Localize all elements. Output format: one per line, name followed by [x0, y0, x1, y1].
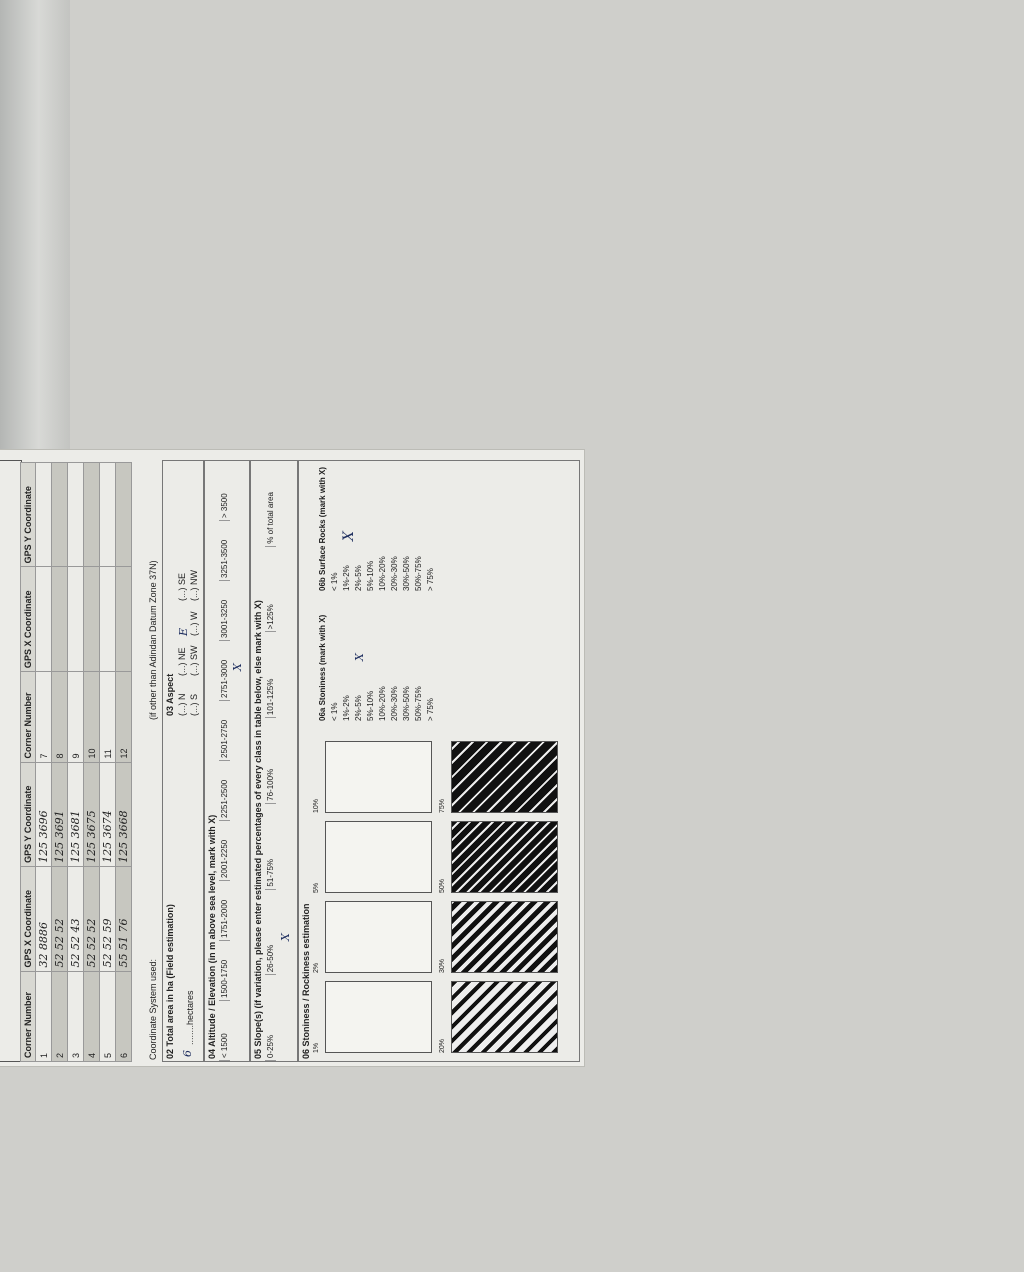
stoniness-pattern — [325, 821, 432, 893]
sketch-area — [0, 460, 22, 1062]
level: 5%-10% — [366, 690, 375, 721]
stoniness-pattern — [451, 901, 558, 973]
corner-number: 8 — [52, 672, 68, 762]
level: 2%-5% — [354, 565, 363, 591]
gps-x: 52 52 59 — [100, 866, 116, 971]
gps-x-empty — [36, 567, 52, 672]
area-unit: ........hectares — [185, 990, 195, 1045]
gps-x: 52 52 52 — [84, 866, 100, 971]
slope-mark: X — [279, 933, 292, 941]
gps-x-empty — [84, 567, 100, 672]
gps-y-empty — [36, 463, 52, 567]
altitude-class: 2001-2250 — [219, 821, 230, 881]
corner-number: 9 — [68, 672, 84, 762]
gps-y: 125 3674 — [100, 762, 116, 866]
altitude-section — [204, 460, 250, 1062]
slope-class: 76-100% — [265, 718, 276, 804]
stoniness-b-mark: X — [341, 531, 357, 541]
col-y-1: GPS Y Coordinate — [21, 762, 36, 866]
gps-x-empty — [100, 567, 116, 672]
gps-y: 125 3675 — [84, 762, 100, 866]
table-row — [52, 463, 68, 1062]
slope-class: % of total area — [265, 461, 276, 547]
aspect-nw: (...) NW — [189, 570, 199, 601]
pattern-label: 10% — [313, 798, 320, 813]
gps-x-empty — [68, 567, 84, 672]
coordinate-table — [20, 462, 132, 1062]
gps-y-empty — [68, 463, 84, 567]
sketch-outline — [0, 461, 21, 1061]
level: 50%-75% — [414, 686, 423, 721]
corner-number: 2 — [52, 971, 68, 1061]
area-aspect-section — [162, 460, 204, 1062]
stoniness-b-title: 06b Surface Rocks (mark with X) — [318, 466, 327, 591]
stoniness-pattern — [451, 821, 558, 893]
aspect-sw: (...) SW — [189, 645, 199, 676]
level: 20%-30% — [390, 686, 399, 721]
altitude-classes — [219, 461, 230, 1061]
col-y-2: GPS Y Coordinate — [21, 463, 36, 567]
stoniness-pattern — [325, 741, 432, 813]
stoniness-a-list — [317, 615, 437, 721]
stoniness-pattern — [325, 901, 432, 973]
corner-number: 11 — [100, 672, 116, 762]
pattern-label: 2% — [313, 962, 320, 973]
corner-number: 3 — [68, 971, 84, 1061]
area-value: 6 — [181, 1050, 194, 1057]
level: 30%-50% — [402, 686, 411, 721]
col-x-1: GPS X Coordinate — [21, 866, 36, 971]
pattern-label: 5% — [313, 882, 320, 893]
slope-classes — [265, 461, 276, 1061]
level: 20%-30% — [390, 556, 399, 591]
altitude-class: 2251-2500 — [219, 761, 230, 821]
stoniness-b-list — [317, 467, 437, 591]
table-row — [100, 463, 116, 1062]
altitude-class: 2751-3000 — [219, 641, 230, 701]
level: 2%-5% — [354, 695, 363, 721]
photo-rotation-wrapper — [0, 248, 446, 1272]
aspect-title: 03 Aspect — [165, 673, 175, 716]
slope-title: 05 Slope(s) (if variation, please enter estimated percentages of every class in table below, else mark with X) — [253, 600, 263, 1059]
gps-x-empty — [52, 567, 68, 672]
gps-y: 125 3668 — [116, 762, 132, 866]
coordinate-system-label: Coordinate System used: — [148, 958, 158, 1060]
slope-class: 101-125% — [265, 632, 276, 718]
aspect-se: (...) SE — [177, 572, 187, 601]
altitude-class: 1751-2000 — [219, 881, 230, 941]
gps-y-empty — [116, 463, 132, 567]
corner-number: 10 — [84, 672, 100, 762]
altitude-class: 3001-3250 — [219, 581, 230, 641]
level: 50%-75% — [414, 556, 423, 591]
slope-section — [250, 460, 298, 1062]
stoniness-a-title: 06a Stoniness (mark with X) — [318, 614, 327, 721]
aspect-s: (...) S — [189, 694, 199, 716]
altitude-title: 04 Altitude / Elevation (in m above sea level, mark with X) — [207, 814, 217, 1059]
corner-number: 4 — [84, 971, 100, 1061]
altitude-class: 2501-2750 — [219, 701, 230, 761]
level: < 1% — [330, 572, 339, 591]
pattern-label: 1% — [313, 1042, 320, 1053]
aspect-w: (...) W — [189, 611, 199, 636]
col-corner-2: Corner Number — [21, 672, 36, 762]
gps-x-empty — [116, 567, 132, 672]
slope-class: 0-25% — [265, 975, 276, 1061]
altitude-class: > 3500 — [219, 461, 230, 521]
gps-y: 125 3691 — [52, 762, 68, 866]
aspect-ne: (...) NE — [177, 647, 187, 676]
level: 30%-50% — [402, 556, 411, 591]
corner-number: 12 — [116, 672, 132, 762]
level: > 75% — [426, 698, 435, 721]
level: < 1% — [330, 702, 339, 721]
pattern-label: 30% — [439, 958, 446, 973]
table-row — [68, 463, 84, 1062]
table-row — [84, 463, 100, 1062]
level: 5%-10% — [366, 560, 375, 591]
col-corner-1: Corner Number — [21, 971, 36, 1061]
stoniness-a-mark: X — [353, 653, 366, 661]
gps-y: 125 3681 — [68, 762, 84, 866]
level: > 75% — [426, 568, 435, 591]
level: 10%-20% — [378, 556, 387, 591]
altitude-class: < 1500 — [219, 1001, 230, 1061]
area-title: 02 Total area in ha (Field estimation) — [165, 904, 175, 1059]
survey-sheet — [0, 440, 584, 1080]
gps-x: 55 51 76 — [116, 866, 132, 971]
gps-y: 125 3696 — [36, 762, 52, 866]
altitude-mark: X — [231, 663, 244, 671]
col-x-2: GPS X Coordinate — [21, 567, 36, 672]
slope-class: 51-75% — [265, 804, 276, 890]
pattern-label: 50% — [439, 878, 446, 893]
pattern-label: 20% — [439, 1038, 446, 1053]
slope-class: >125% — [265, 547, 276, 633]
level: 10%-20% — [378, 686, 387, 721]
level: 1%-2% — [342, 695, 351, 721]
gps-y-empty — [100, 463, 116, 567]
stoniness-pattern — [451, 741, 558, 813]
gps-y-empty — [52, 463, 68, 567]
altitude-class: 3251-3500 — [219, 521, 230, 581]
aspect-n: (...) N — [177, 693, 187, 716]
stoniness-pattern — [325, 981, 432, 1053]
gps-y-empty — [84, 463, 100, 567]
gps-x: 32 8886 — [36, 866, 52, 971]
stoniness-title: 06 Stoniness / Rockiness estimation — [301, 903, 311, 1059]
table-row — [36, 463, 52, 1062]
corner-number: 5 — [100, 971, 116, 1061]
table-row — [116, 463, 132, 1062]
altitude-class: 1500-1750 — [219, 941, 230, 1001]
stoniness-pattern — [451, 981, 558, 1053]
slope-class: 26-50% — [265, 890, 276, 976]
level: 1%-2% — [342, 565, 351, 591]
aspect-e-mark: E — [177, 627, 190, 636]
coordinate-system-note: (if other than Adindan Datum Zone 37N) — [148, 560, 158, 720]
corner-number: 1 — [36, 971, 52, 1061]
gps-x: 52 52 52 — [52, 866, 68, 971]
gps-x: 52 52 43 — [68, 866, 84, 971]
pattern-label: 75% — [439, 798, 446, 813]
stoniness-section — [298, 460, 580, 1062]
corner-number: 6 — [116, 971, 132, 1061]
corner-number: 7 — [36, 672, 52, 762]
